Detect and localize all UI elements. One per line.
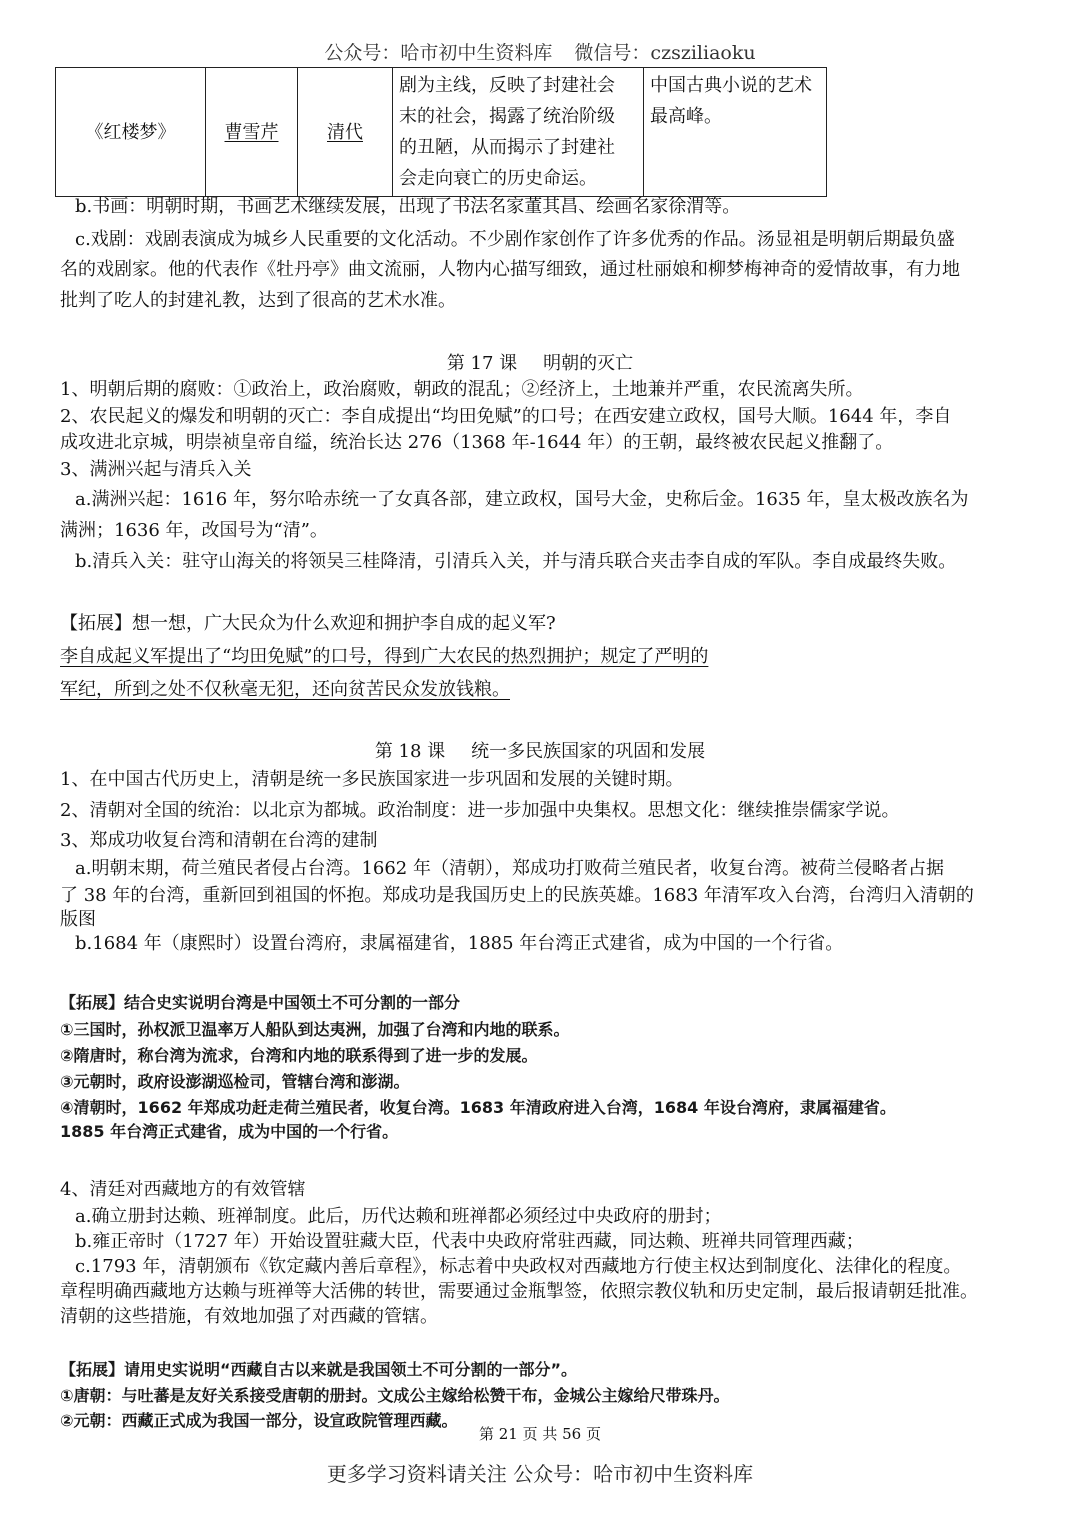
page-number: 第 21 页 共 56 页	[478, 1425, 601, 1443]
taiwan-extension-title: 【拓展】结合史实说明台湾是中国领土不可分割的一部分	[60, 993, 461, 1012]
paragraph-drama-3: 批判了吃人的封建礼教，达到了很高的艺术水准。	[60, 290, 456, 311]
l18-line-1: 1、在中国古代历史上，清朝是统一多民族国家进一步巩固和发展的关键时期。	[60, 769, 684, 790]
author-name: 曹雪芹	[224, 121, 279, 143]
page-footer: 更多学习资料请关注 公众号：哈市初中生资料库	[326, 1462, 754, 1486]
l18-line-2: 2、清朝对全国的统治：以北京为都城。政治制度：进一步加强中央集权。思想文化：继续推崇儒家学说。	[60, 800, 900, 821]
tibet-item-b: b.雍正帝时（1727 年）开始设置驻藏大臣，代表中央政府常驻西藏，同达赖、班禅共同管理西藏；	[75, 1231, 864, 1252]
tibet-extension-item: ①唐朝：与吐蕃是友好关系接受唐朝的册封。文成公主嫁给松赞干布，金城公主嫁给尺带珠丹。	[60, 1386, 730, 1405]
cell-book: 《红楼梦》	[56, 68, 206, 197]
taiwan-extension-item: 1885 年台湾正式建省，成为中国的一个行省。	[60, 1122, 399, 1141]
lesson-number: 第 18 课	[374, 741, 446, 762]
l17-extension-answer-2: 军纪，所到之处不仅秋毫无犯，还向贫苦民众发放钱粮。	[60, 679, 510, 700]
lesson-title: 统一多民族国家的巩固和发展	[471, 741, 706, 762]
l18-line-4: 4、清廷对西藏地方的有效管辖	[60, 1179, 306, 1200]
l17-line-3: 成攻进北京城，明崇祯皇帝自缢，统治长达 276（1368 年-1644 年）的王朝，最终被农民起义推翻了。	[60, 432, 894, 453]
taiwan-extension-item: ②隋唐时，称台湾为流求，台湾和内地的联系得到了进一步的发展。	[60, 1046, 538, 1065]
header-wechat: 微信号：czsziliaoku	[574, 42, 756, 64]
l18-line-3: 3、郑成功收复台湾和清朝在台湾的建制	[60, 830, 378, 851]
lesson-number: 第 17 课	[446, 353, 518, 374]
l17-sub-a-1: a.满洲兴起：1616 年，努尔哈赤统一了女真各部，建立政权，国号大金，史称后金。1635 年，皇太极改族名为	[75, 489, 969, 510]
cell-content	[393, 68, 644, 197]
taiwan-extension-item: ③元朝时，政府设澎湖巡检司，管辖台湾和澎湖。	[60, 1072, 410, 1091]
tibet-item-c-2: 章程明确西藏地方达赖与班禅等大活佛的转世，需要通过金瓶掣签，依照宗教仪轨和历史定制，最后报请朝廷批准。	[60, 1281, 978, 1302]
taiwan-extension-item: ①三国时，孙权派卫温率万人船队到达夷洲，加强了台湾和内地的联系。	[60, 1020, 570, 1039]
content-line: 剧为主线，反映了封建社会	[399, 75, 615, 96]
l17-extension-question: 【拓展】想一想，广大民众为什么欢迎和拥护李自成的起义军?	[60, 613, 556, 634]
status-line: 最高峰。	[650, 106, 722, 127]
tibet-extension-title: 【拓展】请用史实说明“西藏自古以来就是我国领土不可分割的一部分”。	[60, 1360, 578, 1379]
cell-dynasty	[298, 68, 393, 197]
page-header	[0, 38, 1080, 65]
lesson-18-heading	[0, 737, 1080, 763]
paragraph-drama-1: c.戏剧：戏剧表演成为城乡人民重要的文化活动。不少剧作家创作了许多优秀的作品。汤显祖是明朝后期最负盛	[75, 229, 955, 250]
cell-status	[644, 68, 827, 197]
content-line: 末的社会，揭露了统治阶级	[399, 106, 615, 127]
l17-sub-a-2: 满洲；1636 年，改国号为“清”。	[60, 520, 328, 541]
l17-extension-answer-1: 李自成起义军提出了“均田免赋”的口号，得到广大农民的热烈拥护；规定了严明的	[60, 646, 709, 667]
l17-sub-b: b.清兵入关：驻守山海关的将领吴三桂降清，引清兵入关，并与清兵联合夹击李自成的军队。李自成最终失败。	[75, 551, 957, 572]
l18-sub-b: b.1684 年（康熙时）设置台湾府，隶属福建省，1885 年台湾正式建省，成为中国的一个行省。	[75, 933, 844, 954]
l18-sub-a-3: 版图	[60, 909, 96, 930]
l18-sub-a-1: a.明朝末期，荷兰殖民者侵占台湾。1662 年（清朝），郑成功打败荷兰殖民者，收复台湾。被荷兰侵略者占据	[75, 858, 944, 879]
l17-line-2: 2、农民起义的爆发和明朝的灭亡：李自成提出“均田免赋”的口号；在西安建立政权，国号大顺。1644 年，李自	[60, 406, 952, 427]
tibet-extension-item: ②元朝：西藏正式成为我国一部分，设宣政院管理西藏。	[60, 1411, 458, 1430]
tibet-item-c-3: 清朝的这些措施，有效地加强了对西藏的管辖。	[60, 1306, 438, 1327]
table-row	[56, 68, 827, 197]
lesson-title: 明朝的灭亡	[543, 353, 634, 374]
status-line: 中国古典小说的艺术	[650, 75, 812, 96]
tibet-item-a: a.确立册封达赖、班禅制度。此后，历代达赖和班禅都必须经过中央政府的册封；	[75, 1206, 722, 1227]
literature-table	[55, 67, 827, 197]
cell-author	[206, 68, 298, 197]
paragraph-calligraphy: b.书画：明朝时期，书画艺术继续发展，出现了书法名家董其昌、绘画名家徐渭等。	[75, 196, 741, 217]
content-line: 的丑陋，从而揭示了封建社	[399, 137, 615, 158]
taiwan-extension-item: ④清朝时，1662 年郑成功赶走荷兰殖民者，收复台湾。1683 年清政府进入台湾，1684 年设台湾府，隶属福建省。	[60, 1098, 896, 1117]
l18-sub-a-2: 了 38 年的台湾，重新回到祖国的怀抱。郑成功是我国历史上的民族英雄。1683 年清军攻入台湾，台湾归入清朝的	[60, 885, 974, 906]
content-line: 会走向衰亡的历史命运。	[399, 168, 597, 189]
lesson-17-heading	[0, 349, 1080, 375]
tibet-item-c: c.1793 年，清朝颁布《钦定藏内善后章程》，标志着中央政权对西藏地方行使主权达到制度化、法律化的程度。	[75, 1256, 962, 1277]
l17-line-4: 3、满洲兴起与清兵入关	[60, 459, 252, 480]
l17-line-1: 1、明朝后期的腐败：①政治上，政治腐败，朝政的混乱；②经济上，土地兼并严重，农民流离失所。	[60, 379, 864, 400]
dynasty-name: 清代	[327, 121, 363, 143]
header-account: 公众号：哈市初中生资料库	[324, 42, 553, 64]
paragraph-drama-2: 名的戏剧家。他的代表作《牡丹亭》曲文流丽，人物内心描写细致，通过杜丽娘和柳梦梅神奇的爱情故事，有力地	[60, 259, 960, 280]
